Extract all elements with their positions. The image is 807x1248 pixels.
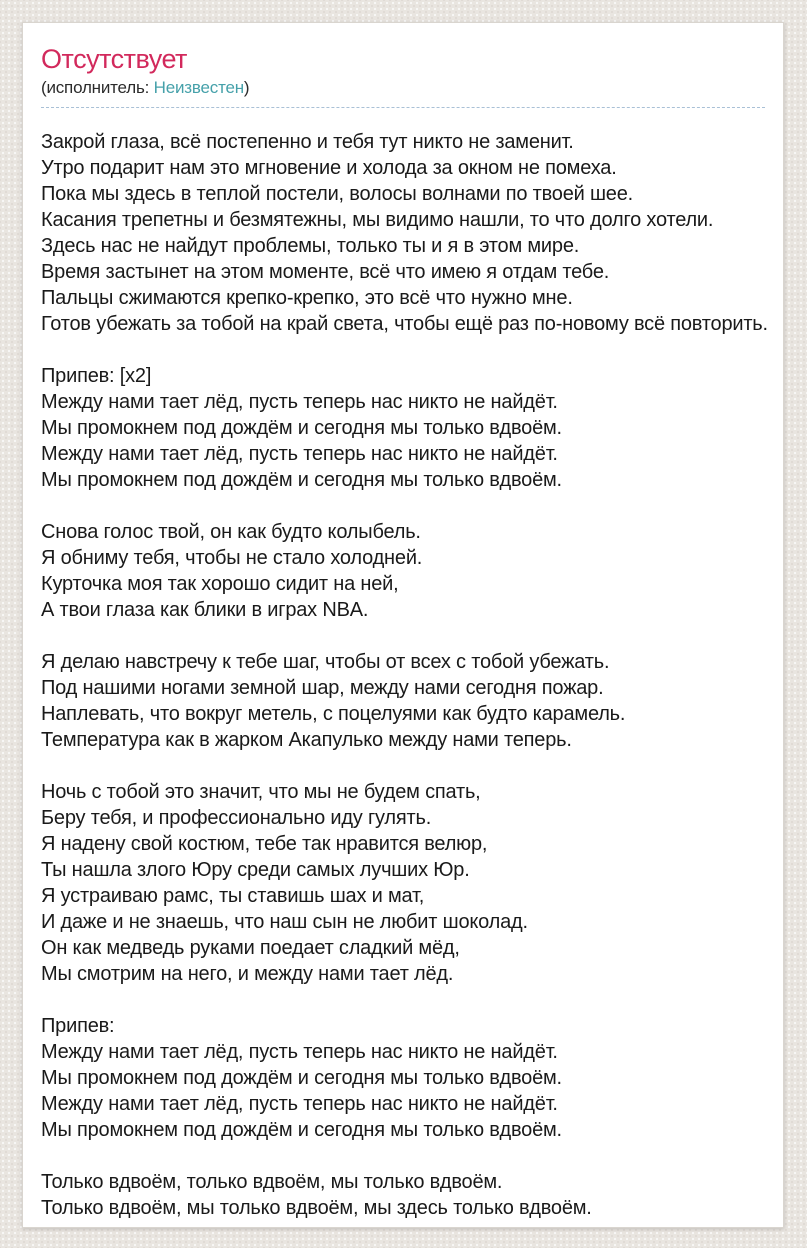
lyric-line: Мы промокнем под дождём и сегодня мы только вдвоём. xyxy=(41,417,562,439)
artist-subtitle xyxy=(41,77,765,108)
lyric-line: Температура как в жарком Акапулько между нами теперь. xyxy=(41,729,572,751)
lyric-line: Наплевать, что вокруг метель, с поцелуями как будто карамель. xyxy=(41,703,626,725)
lyric-line: Касания трепетны и безмятежны, мы видимо нашли, то что долго хотели. xyxy=(41,209,714,231)
lyric-line: Пока мы здесь в теплой постели, волосы волнами по твоей шее. xyxy=(41,183,633,205)
lyrics xyxy=(41,129,768,1221)
lyric-line: Между нами тает лёд, пусть теперь нас никто не найдёт. xyxy=(41,443,558,465)
lyric-line: Между нами тает лёд, пусть теперь нас никто не найдёт. xyxy=(41,391,558,413)
stanza xyxy=(41,363,765,493)
lyric-line: Я обниму тебя, чтобы не стало холодней. xyxy=(41,547,423,569)
lyric-line: Он как медведь руками поедает сладкий мёд, xyxy=(41,937,460,959)
stanza xyxy=(41,779,765,987)
lyric-line: Мы промокнем под дождём и сегодня мы только вдвоём. xyxy=(41,469,562,491)
subtitle-suffix: ) xyxy=(243,78,250,97)
lyric-line: Пальцы сжимаются крепко-крепко, это всё что нужно мне. xyxy=(41,287,573,309)
lyric-line: Мы промокнем под дождём и сегодня мы только вдвоём. xyxy=(41,1067,562,1089)
lyric-line: Я устраиваю рамс, ты ставишь шах и мат, xyxy=(41,885,425,907)
subtitle-prefix: (исполнитель: xyxy=(41,78,154,97)
lyric-line: Между нами тает лёд, пусть теперь нас никто не найдёт. xyxy=(41,1041,558,1063)
lyric-line: Я делаю навстречу к тебе шаг, чтобы от всех с тобой убежать. xyxy=(41,651,610,673)
stanza xyxy=(41,649,765,753)
lyric-line: Только вдвоём, только вдвоём, мы только вдвоём. xyxy=(41,1171,503,1193)
lyric-line: Я надену свой костюм, тебе так нравится велюр, xyxy=(41,833,488,855)
lyric-line: Припев: xyxy=(41,1015,115,1037)
lyric-line: Снова голос твой, он как будто колыбель. xyxy=(41,521,421,543)
artist-link[interactable]: Неизвестен xyxy=(153,78,244,97)
lyric-line: Беру тебя, и профессионально иду гулять. xyxy=(41,807,432,829)
stanza xyxy=(41,1013,765,1143)
lyric-line: Под нашими ногами земной шар, между нами сегодня пожар. xyxy=(41,677,604,699)
lyric-line: И даже и не знаешь, что наш сын не любит шоколад. xyxy=(41,911,528,933)
lyric-line: Время застынет на этом моменте, всё что имею я отдам тебе. xyxy=(41,261,610,283)
lyric-line: Только вдвоём, мы только вдвоём, мы здесь только вдвоём. xyxy=(41,1197,592,1219)
lyric-line: Мы смотрим на него, и между нами тает лёд. xyxy=(41,963,454,985)
lyric-line: Припев: [x2] xyxy=(41,365,152,387)
lyric-line: Закрой глаза, всё постепенно и тебя тут никто не заменит. xyxy=(41,131,574,153)
stanza xyxy=(41,129,768,337)
lyric-line: Ты нашла злого Юру среди самых лучших Юр. xyxy=(41,859,470,881)
lyric-line: Мы промокнем под дождём и сегодня мы только вдвоём. xyxy=(41,1119,562,1141)
lyric-line: Курточка моя так хорошо сидит на ней, xyxy=(41,573,399,595)
song-title: Отсутствует xyxy=(41,44,187,74)
stanza xyxy=(41,519,765,623)
stanza xyxy=(41,1169,765,1221)
lyric-line: Утро подарит нам это мгновение и холода за окном не помеха. xyxy=(41,157,617,179)
lyric-line: Ночь с тобой это значит, что мы не будем спать, xyxy=(41,781,481,803)
lyric-line: А твои глаза как блики в играх NBA. xyxy=(41,599,369,621)
lyric-line: Здесь нас не найдут проблемы, только ты и я в этом мире. xyxy=(41,235,580,257)
lyric-line: Готов убежать за тобой на край света, чтобы ещё раз по-новому всё повторить. xyxy=(41,313,768,335)
lyrics-card xyxy=(22,22,784,1228)
lyric-line: Между нами тает лёд, пусть теперь нас никто не найдёт. xyxy=(41,1093,558,1115)
